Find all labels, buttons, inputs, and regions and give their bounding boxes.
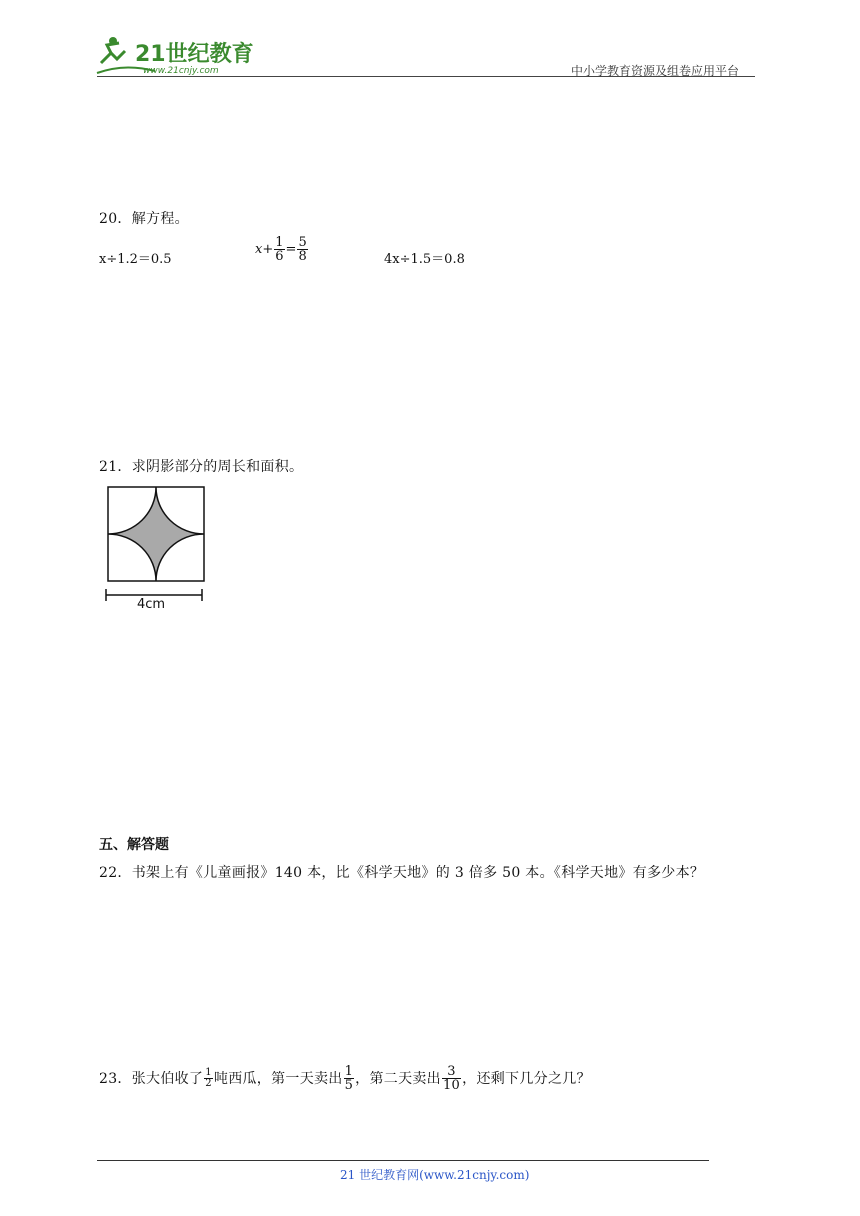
eq2-frac2-den: 8: [298, 249, 307, 264]
eq2-frac2-num: 5: [298, 235, 307, 250]
shaded-star-diagram: [104, 485, 208, 615]
q23-part-4: ，还剩下几分之几？: [462, 1071, 591, 1087]
q23-fraction-3: [442, 1065, 461, 1092]
q23-frac3-den: 10: [442, 1077, 461, 1093]
q23-frac3-num: 3: [442, 1065, 461, 1079]
eq2-frac1-den: 6: [275, 249, 284, 264]
q23-part-2: 吨西瓜，第一天卖出: [213, 1071, 343, 1087]
q23-fraction-2: [344, 1065, 355, 1092]
section-5-title: 五、解答题: [99, 837, 169, 853]
q23-part-1: 23．张大伯收了: [99, 1071, 204, 1087]
eq2-fraction-2: [297, 236, 307, 263]
q23-text: [99, 1058, 591, 1098]
logo-text: 21世纪教育: [135, 42, 254, 67]
eq2-frac1-num: 1: [275, 235, 284, 250]
header-platform-text: 中小学教育资源及组卷应用平台: [571, 64, 740, 78]
logo-url: www.21cnjy.com: [143, 66, 219, 76]
dimension-label: 4cm: [137, 597, 166, 612]
logo-runner-icon: [95, 33, 265, 77]
q23-fraction-1: [204, 1068, 213, 1089]
q23-frac1-num: 1: [205, 1066, 212, 1078]
eq2-fraction-1: [274, 236, 284, 263]
q22-text: 22．书架上有《儿童画报》140 本，比《科学天地》的 3 倍多 50 本。《科学天地》有多少本？: [99, 865, 705, 881]
site-logo: [95, 33, 265, 77]
footer-link[interactable]: 21 世纪教育网(www.21cnjy.com): [340, 1168, 530, 1182]
q20-equation-1: x÷1.2＝0.5: [99, 252, 172, 267]
eq2-equals: =: [285, 242, 297, 257]
eq2-plus: +: [262, 242, 274, 257]
q23-frac2-den: 5: [344, 1077, 354, 1093]
q20-equation-3: 4x÷1.5＝0.8: [384, 252, 465, 267]
eq2-variable: x: [255, 242, 263, 257]
q20-title: 20．解方程。: [99, 211, 189, 227]
q21-title: 21．求阴影部分的周长和面积。: [99, 459, 304, 475]
q21-figure: [104, 485, 208, 619]
q20-equation-2: [255, 236, 309, 263]
header-divider: [97, 76, 755, 77]
footer-divider: [97, 1160, 709, 1161]
q23-frac1-den: 2: [205, 1077, 212, 1089]
q23-part-3: ，第二天卖出: [355, 1071, 441, 1087]
q23-frac2-num: 1: [344, 1063, 354, 1079]
